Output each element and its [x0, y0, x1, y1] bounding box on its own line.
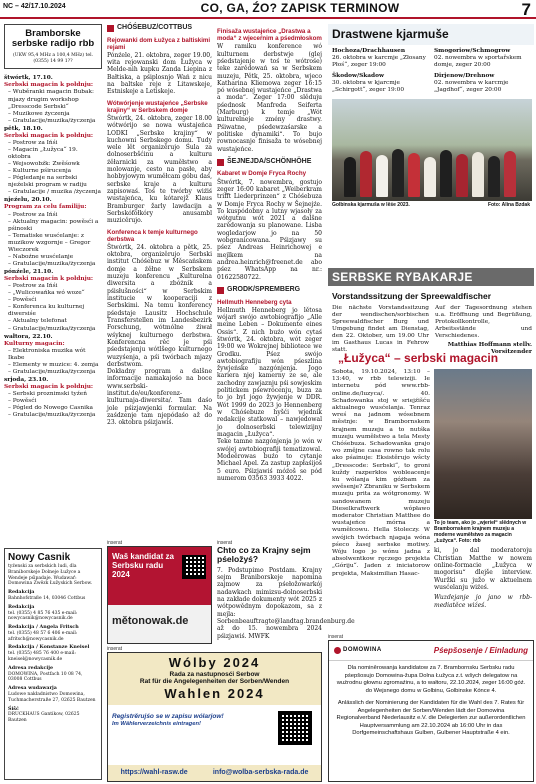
schedule-item: – Elektroniska muzika wót Ikabe — [4, 348, 102, 362]
election-ad-email[interactable]: info@wolba-serbska-rada.de — [212, 768, 309, 776]
impressum-text: DOMOWINA, Postfach 10 08 74, 03008 Cottbus — [8, 671, 83, 683]
rybakarje-text — [332, 305, 532, 356]
schedule-section: Program za celu familiju: — [4, 204, 87, 211]
rybakarje-col1: Die nächste Vorstandssitzung der wendischen/sorbischen Spreewaldfischer Burg und Umgebung findet am Dienstag, den 22. Oktober, um 19.00 Uhr im Gasthaus Lucas in Fehrow statt. — [332, 305, 429, 354]
schedule-item: – Gratulacije / muzika /życzenja — [4, 189, 102, 196]
schedule-item: – Kulturne pśirucenja — [4, 168, 102, 175]
luzyca-photo — [434, 369, 532, 519]
impressum-heading: Redakcija / Konstanze Kneisel — [8, 644, 90, 651]
section-heading: GRODK/SPREMBERG — [217, 286, 322, 295]
kjarmusa-details: 26. oktobra w karcmje „Złosany Płoś“, zeger 19:00 — [332, 54, 426, 68]
kjarmusa-place: Škodow/Skadow — [332, 72, 384, 79]
article-body: Teke tamne nazgónjenja jo wón w swójej awtobiografiji tematizowal. Modeěrowas buźo to cytanje Michael Apel. Za zastup zapłaśijoš 5 euro. Pśizjawiś móźoš se pód numerom 03563 3933 4022. — [217, 438, 322, 482]
page-header — [0, 0, 536, 19]
election-ad-register-sorbian: Registrěrujśo se w zapisu wólarjow! — [112, 713, 224, 720]
election-ad-website[interactable]: https://wahl-rasw.de — [120, 768, 188, 776]
schedule-day: štwórtk, 17.10. — [4, 75, 53, 82]
schedule-item: – Gratulacije/muzika/życzenja — [4, 369, 102, 376]
impressum-heading: Redakcija — [8, 603, 35, 610]
radio-box — [4, 24, 102, 69]
schedule-item: – Gratulacije/muzika/życzenja — [4, 326, 102, 333]
radio-schedule — [4, 75, 102, 419]
candidate-ad-url[interactable]: mětonowak.de — [112, 615, 189, 627]
article-headline: Kabaret w Domje Fryca Rochy — [217, 170, 307, 178]
kjarmusa-caption: Golbinska kjarmuša w lěśe 2023. Foto: Alina Bzdak — [332, 202, 530, 208]
section-heading: CHÓŚEBUZ/COTTBUS — [107, 24, 212, 33]
article-headline: Wótwórjenje wustajeńce „Serbske krajiny“ w Serbskem domje — [107, 99, 208, 114]
impressum-heading: Redakcija — [8, 589, 35, 596]
election-ad-sub-german: Rat für die Angelegenheiten der Sorben/Wenden — [139, 678, 290, 686]
translator-ad-text: 7. Podstupimo Postdam. Krajny sejm Braniborskeje napomina zajmow za pśełožowarkój nadawkach mimizsu-dolnoserbski na zakłade dokumenty wót 2025 z wótpowědnym dopokazom, sa z mejla: Sorbenbeauftragte@landtag.brandenburg.de až do 15. nowembra 2024 pśizjawiś. MWFK — [217, 566, 355, 640]
candidate-ad-title: Waš kandidat za Serbsku radu 2024 — [112, 552, 174, 580]
section-icon — [217, 159, 224, 166]
schedule-day: wałtora, 22.10. — [4, 333, 53, 340]
schedule-item: – Aktualny magacin: powěsći a pśinoski — [4, 219, 102, 233]
schedule-item: – Postrow za Ińśi — [4, 140, 102, 147]
cottbus-articles — [107, 37, 212, 427]
schedule-item: – Postrow za Ińśi — [4, 283, 102, 290]
kjarmusa-place: Smogoriow/Schmogrow — [434, 47, 511, 54]
ad-label: inserat — [328, 634, 344, 640]
candidate-ad[interactable] — [107, 546, 212, 644]
invitation-text-sorbian: Dla nominěrowanja kandidatow za 7. Brambornsku Serbsku radu pśepšosujo Domowina-župa Dolna Łužyca z.t. wšych delegatow na wuźrodnu głownu zgromaźinu, a to wałtoru, 22.10.2024, zeger 16:00 góź. do Wejsnego domu w Golbinu, Golbinske Kónce 4. — [336, 665, 526, 694]
article-headline: Hellmuth Henneberg cyta — [217, 298, 292, 306]
election-ad — [107, 652, 322, 782]
schedule-item: – Powěsći — [4, 398, 102, 405]
kjarmuse-title: Drastwene kjarmuše — [328, 24, 534, 45]
schedule-item: – Naboźne wusćelanje — [4, 254, 102, 261]
schedule-item: – Elementy w muzice: 4. zemja — [4, 362, 102, 369]
impressum-text: tel. (0355) 48 57 6 406 e-mail: afritsch@nowycasnik.de — [8, 630, 78, 642]
impressum-heading: Adresa wudawarja — [8, 685, 57, 692]
impressum-box — [4, 548, 102, 780]
radio-title: Bramborske serbske radijo rbb — [11, 28, 95, 50]
election-ad-wahlen: Wahlen 2024 — [164, 685, 265, 701]
impressum-heading: Adresa redakcije — [8, 664, 54, 671]
schedule-day: pětk, 18.10. — [4, 125, 43, 132]
kjarmusa-details: 30. oktobra w kjarcmje „Schirgott“, zeger 19:00 — [332, 79, 405, 93]
section-heading: ŠEJNEJDA/SCHÖNHÖHE — [217, 158, 322, 167]
impressum-title: Nowy Casnik — [8, 552, 71, 563]
impressum-text: Bahnhofstraße 14, 03046 Cottbus — [8, 596, 86, 602]
rybakarje-title: SERBSKE RYBAKARJE — [332, 270, 473, 284]
luzyca-right — [434, 369, 532, 609]
schedule-item: – Wuběranki magacin Bubak: mjazy drugim workshop „Dresscode Serbski“ — [4, 89, 102, 110]
schedule-item: – Pógledanje na serbski njeźelski program w radiju — [4, 175, 102, 189]
election-ad-wolby: Wólby 2024 — [168, 655, 261, 670]
schedule-item: – Serbski proznimski tyźeń — [4, 391, 102, 398]
impressum-sections — [8, 590, 98, 724]
ad-label: inserat — [107, 540, 123, 546]
schedule-day: srjoda, 23.10. — [4, 376, 49, 383]
article-body: Dokładny program a dalšne informacije namakajośo na boce www.serbski-institut.de/eu/konferenz-kulturnaja-diwersita/. Tam daśo jole pśizjawjenki formular. Na zaśdzenje tam njepódaśo až do 23. oktobra pśizjawiś. — [107, 368, 212, 427]
schedule-item: – Magacin „Łužyca“ 19. oktobra — [4, 147, 102, 161]
rybakarje-col2: Auf der Tagesordnung stehen u.a. Eröffnung und Begrüßung, Protokollkontrolle, Arbeitsstände und Verschiedenes. — [435, 305, 532, 340]
page-number: 7 — [521, 0, 531, 19]
article-body: Štwórtk, 24. oktobra, zeger 18.00 wótwórijo se nowa wustajeńca LODKI „Serbske krajiny“ w kuchowni Serbskego domu. Tudy wele lět organizěrujo Śula za dolnoserbšćinu a kulturu źěłarnicki za wuměłstwo a molowanje, cesto na pasłe, aby hobbyjowym wuměłcam góbu daś, serbske kraje a kulturu zapisowaś. Toś te twórby wiźiś wustajeńca, ku kótarejž Klaus Bramburger žarly lawdacijn a Serbskófółkóry anusambl muzicěrujo. — [107, 114, 212, 225]
ad-label: inserat — [107, 646, 123, 652]
schedule-item: – Gratulacije/muzika/życzenja — [4, 261, 102, 268]
schedule-item: – „Wulicowańka wó woze“ — [4, 290, 102, 297]
article-body: Štwórtk, 24. oktobra a pětk, 25. oktobra, organizěrujo Serbski institut Chóśebuz w Měscańskem domje a źěłne w Serbskem muzeju konferencu „Kulturelna diwersita a zbóżnik a pśisłušności“ w Serbskim institucie w kooperaciji z Serbskimi. Na temu konferency pśedstaje Lausitz Hochschule Transferstellen im Landesbezirk Forschung, wótmólne źiwał wśyknej kulturnego derbstwa. Konferencna rěc je pśi pśedstajenju wótlšego kulturnego wuzyśenja, a pśi twórbach mjazy derbstwom. — [107, 243, 212, 368]
impressum-heading: Śišć — [8, 705, 19, 712]
kjarmuse-col-left — [332, 48, 428, 94]
events-column — [217, 24, 322, 538]
rubric-title: CO, GA, ŹO? ZAPISK TERMINOW — [200, 1, 400, 15]
schedule-section: Serbski magacin k połdnju: — [4, 276, 94, 283]
impressum-text: tel. (0355) 4 85 76 435 e-mail: nowycasnik@nowycasnik.de — [8, 610, 78, 622]
schedule-item: – Tematiske wusćelanje: z muzikow wzgornje – Gregor Wieczorek — [4, 233, 102, 254]
radio-column — [4, 24, 102, 544]
schedule-section: Serbski magacin k połdnju: — [4, 82, 94, 89]
qr-code-icon — [182, 555, 206, 579]
impressum-text: Ludowe nakładnistwo Domowina, Tuchmacherstraße 27, 02625 Bautzen — [8, 692, 96, 703]
issue-number: NC – 42/17.10.2024 — [3, 3, 66, 10]
article-headline: Konferenca k temje kulturnego derbstwa — [107, 228, 198, 243]
article-body: Hellmuth Henneberg jo lětosa wójarł swójo awtobiografijo „Alle meine Leben – Dokumente eines Ossis“. Z nich buźo wón cytaś štwórtk, 24. oktobra, wót zeger 19:00 we Wokrejnej bibliotece we Grodku. Pśez swójo awtobiografiju wón pśeszlina žywjeńske nazgónjenja. Jogo kariera njej kamerny ze se, ale zachodny zawjaznju pśi sowjeskim politickem pśewrócenju, buza za to jo byl jogo žywjenje w DDR. Wót 1999 do 2023 jo Hennenberg w Chóśebuze hyšći wjednik redakcije statkowal – nawjedowal jo dolnoserbski telewizijny magacin „Łužyca“. — [217, 306, 322, 438]
kjarmusa-details: 02. nowembra w sportařskem domje, zeger 20:00 — [434, 54, 522, 68]
luzyca-text: Sobota, 19.10.2024, 13:10 – 13:40, w rbb telewiziji. Ie internetu pód www.rbb-online.de/luzyca/. 40. Schadowanka stoj w sriejźišću aktualnego wusćelanja. Tenraz wreś na jadnom wósebnem městnje: w Brambornskem krajnem muzeju a to nutśka muzeju wuměłstwo a tela Mesty Chóśebuza. Schadowanka grajo wo změjne casa rowno tak rolu ako pśainuje: Eksistěrujo wšcty „Dresscode: Serbski“, to groni kuždy razperkłos wobleacenje ku wólanja kim góżbam za swěsenje? Zbraniku w Serbskem muzeju prita za wótgronomy. W sandowanem muzeju Dieselkraftwerk wópławo moderator Christian Matthee do wustajeńce mórna a wuměłcowu. Hella Stoleczy. W swójich twórbach njagaja wóna pśeco žasej serbske motiwy. Wóju logo jo wónu jadna z absolwentkow ręczego projekta „Góriju“. Jaden z iniciatorow projekta, Maksimilian Hasac- — [332, 369, 430, 577]
election-ad-sub-sorbian: Rada za nastupnosći Serbow — [169, 670, 260, 678]
schedule-item: – Aktualny telefonat — [4, 318, 102, 325]
domowina-logo: DOMOWINA — [334, 647, 382, 654]
election-ad-register-german: Im Wählerverzeichnis eintragen! — [112, 720, 201, 727]
schedule-item: – Postrow za Ińśi — [4, 212, 102, 219]
luzyca-text-cont: ki, jo dal moderatoroju Christian Matthe w nowem online-formacie „Łužyca w mogorisu“ dlejše interview. Wuržki su južo w aktuelnem wusćelanju wiźeś. — [434, 547, 532, 591]
rybakarje-sign: Matthias Hoffmann stellv. Vorsitzender — [447, 342, 532, 356]
schedule-item: – Gratulacije/muzika/życzenja — [4, 412, 102, 419]
kjarmuse-col-right — [434, 48, 530, 94]
kjarmusa-photo — [332, 99, 532, 201]
kjarmuse-events — [328, 45, 534, 97]
impressum-intro: tyźenski za serbskich ludi, dla Braniborskeje Dolneje Łužyce a Wendeje pśipadaje. Wudawaŕ: Domowina Zwězk Łužyskich Serbow. — [8, 564, 93, 587]
cottbus-column — [107, 24, 212, 538]
rybakarje-subtitle: Vorstandssitzung der Spreewaldfischer — [332, 291, 492, 301]
photo-credit: Foto: Alina Bzdak — [487, 202, 530, 208]
impressum-heading: Redakcija / Angela Fritsch — [8, 624, 79, 631]
section-icon — [107, 25, 114, 32]
rybakarje-band — [328, 268, 534, 286]
luzyca-title: „Łužyca“ – serbski magacin — [338, 351, 499, 365]
schedule-section: Kulturny magacin: — [4, 340, 65, 347]
rybakarje-col2-wrap — [435, 305, 532, 356]
schedule-item: – Wejsowobźk: Zwěśowk — [4, 161, 102, 168]
schedule-section: Serbski magacin k połdnju: — [4, 132, 94, 139]
invitation-heading: Pśepšosenje / Einladung — [433, 645, 528, 655]
section-icon — [217, 287, 224, 294]
article-body: W ramiku konference wó kulturnem derbstwje (glej pśedstajenje w toś te wótrośe) teke zarědowań sa w Serbskem muzeju, Pětk, 25. oktobra, wjeco Katharina Kliemowa zeger 16:15 pó wósebnej wustajeńce „Drastwa a moda“. Zeger 17:00 slěduju pśednosk Manfreda Seiferta (Marburg) k temje „Wót kulturelneje zmény drastwy. Pśiwatne, pśedewzaśarske a politiske dynamiki“. To bujo rownocasnje finisaža te wósebnej wustajeńce. — [217, 43, 322, 153]
qr-code-icon — [278, 711, 312, 745]
invitation-text-german: Anlässlich der Nominierung der Kandidaten für die Wahl des 7. Rates für Angelegenheiten der Sorben/Wenden lädt der Domowina Regionalverband Niederlausitz e.V. die Delegierten zur außerordentlichen Hauptversammlung am 22.10.2024 ab 16:00 Uhr in das Dorfgemeinschaftshaus Gulben, Gulbener Hauptstraße 4 ein. — [336, 700, 526, 737]
kjarmusa-details: 02. nowembra w karcmje „Jagdhof“, zeger 20:00 — [434, 79, 509, 93]
luzyca-sign: Wuzdejanje jo jano w rbb-mediatěce wiźeś. — [434, 594, 532, 609]
ad-label: inserat — [217, 540, 233, 546]
article-headline: Rejowanki dom Łužyca z baltiskimi rejami — [107, 36, 211, 51]
luzyca-caption: To jo team, ako jo „wjerieł“ slědnych w Brambornskem krajnem muzeju a moderne wuměłstwo za magacin „Łužyca“. Foto: rbb — [434, 520, 527, 545]
kjarmusa-place: Dirjenow/Drehnow — [434, 72, 495, 79]
domowina-invitation — [328, 640, 534, 782]
kjarmusa-place: Hochoza/Drachhausen — [332, 47, 406, 54]
impressum-text: tel. (0355) 485 76 400 e-mail: kneisel@nowycasnik.de — [8, 651, 76, 663]
schedule-section: Serbski magacin k połdnju: — [4, 384, 94, 391]
radio-info: (UKW 95,4 MHz a 100,4 MHz) tel. (0355) 14 99 1?? — [12, 52, 94, 64]
translator-ad-title: Chto co za Krajny sejm pśeložyś? — [217, 545, 311, 565]
article-body: Pónźele, 21. oktobra, zeger 19.00, wita rejowanski dom Łužyca w Melde-nih kupku Zanda Liepina z Bałtiska, a pśiplosnjo Wań z nicu na baltske reje z Litawskeje, Estniskeje a Letiskeje. — [107, 51, 212, 96]
article-body: Štwórtk, 7. nowembra, gostujo zeger 16:00 kabaret „Weiberkram trifft Liederprinzen“ z Chóśebuza w Domje Fryca Rochy w Šejnejźe. To kuspódobny a lutny wjasoły za wótgutnu wót 2021 a dalšne zarědowanja su planowane. Lisba wogledarjow jo na 50 wobgranicowana. Pśizjawy su pśez Andreas Heinrichowej e mejlkem na andrea.heinrich@freenet.de abo pśez WhatsApp na nr.: 01622580722. — [217, 178, 322, 281]
schedule-item: – Pógled do Nowego Casnika — [4, 405, 102, 412]
article-headline: Finisaža wustajeńce „Drastwa a moda“ z wjeceŕnim a pśedmłoskom — [217, 28, 322, 43]
schedule-item: – Muzikowe życzenja — [4, 111, 102, 118]
kjarmuse-block — [328, 24, 534, 209]
schedule-item: – Konferenca ku kulturnej diwersiśe — [4, 304, 102, 318]
domowina-logo-icon — [334, 647, 341, 654]
schedule-item: – Gratulacije/muzika/życzenja — [4, 118, 102, 125]
impressum-text: DRUCKHAUS Gantikow, 02625 Bautzen — [8, 712, 80, 724]
schedule-day: pónźele, 21.10. — [4, 269, 54, 276]
schedule-item: – Powěsći — [4, 297, 102, 304]
schedule-day: njeźelu, 20.10. — [4, 197, 52, 204]
